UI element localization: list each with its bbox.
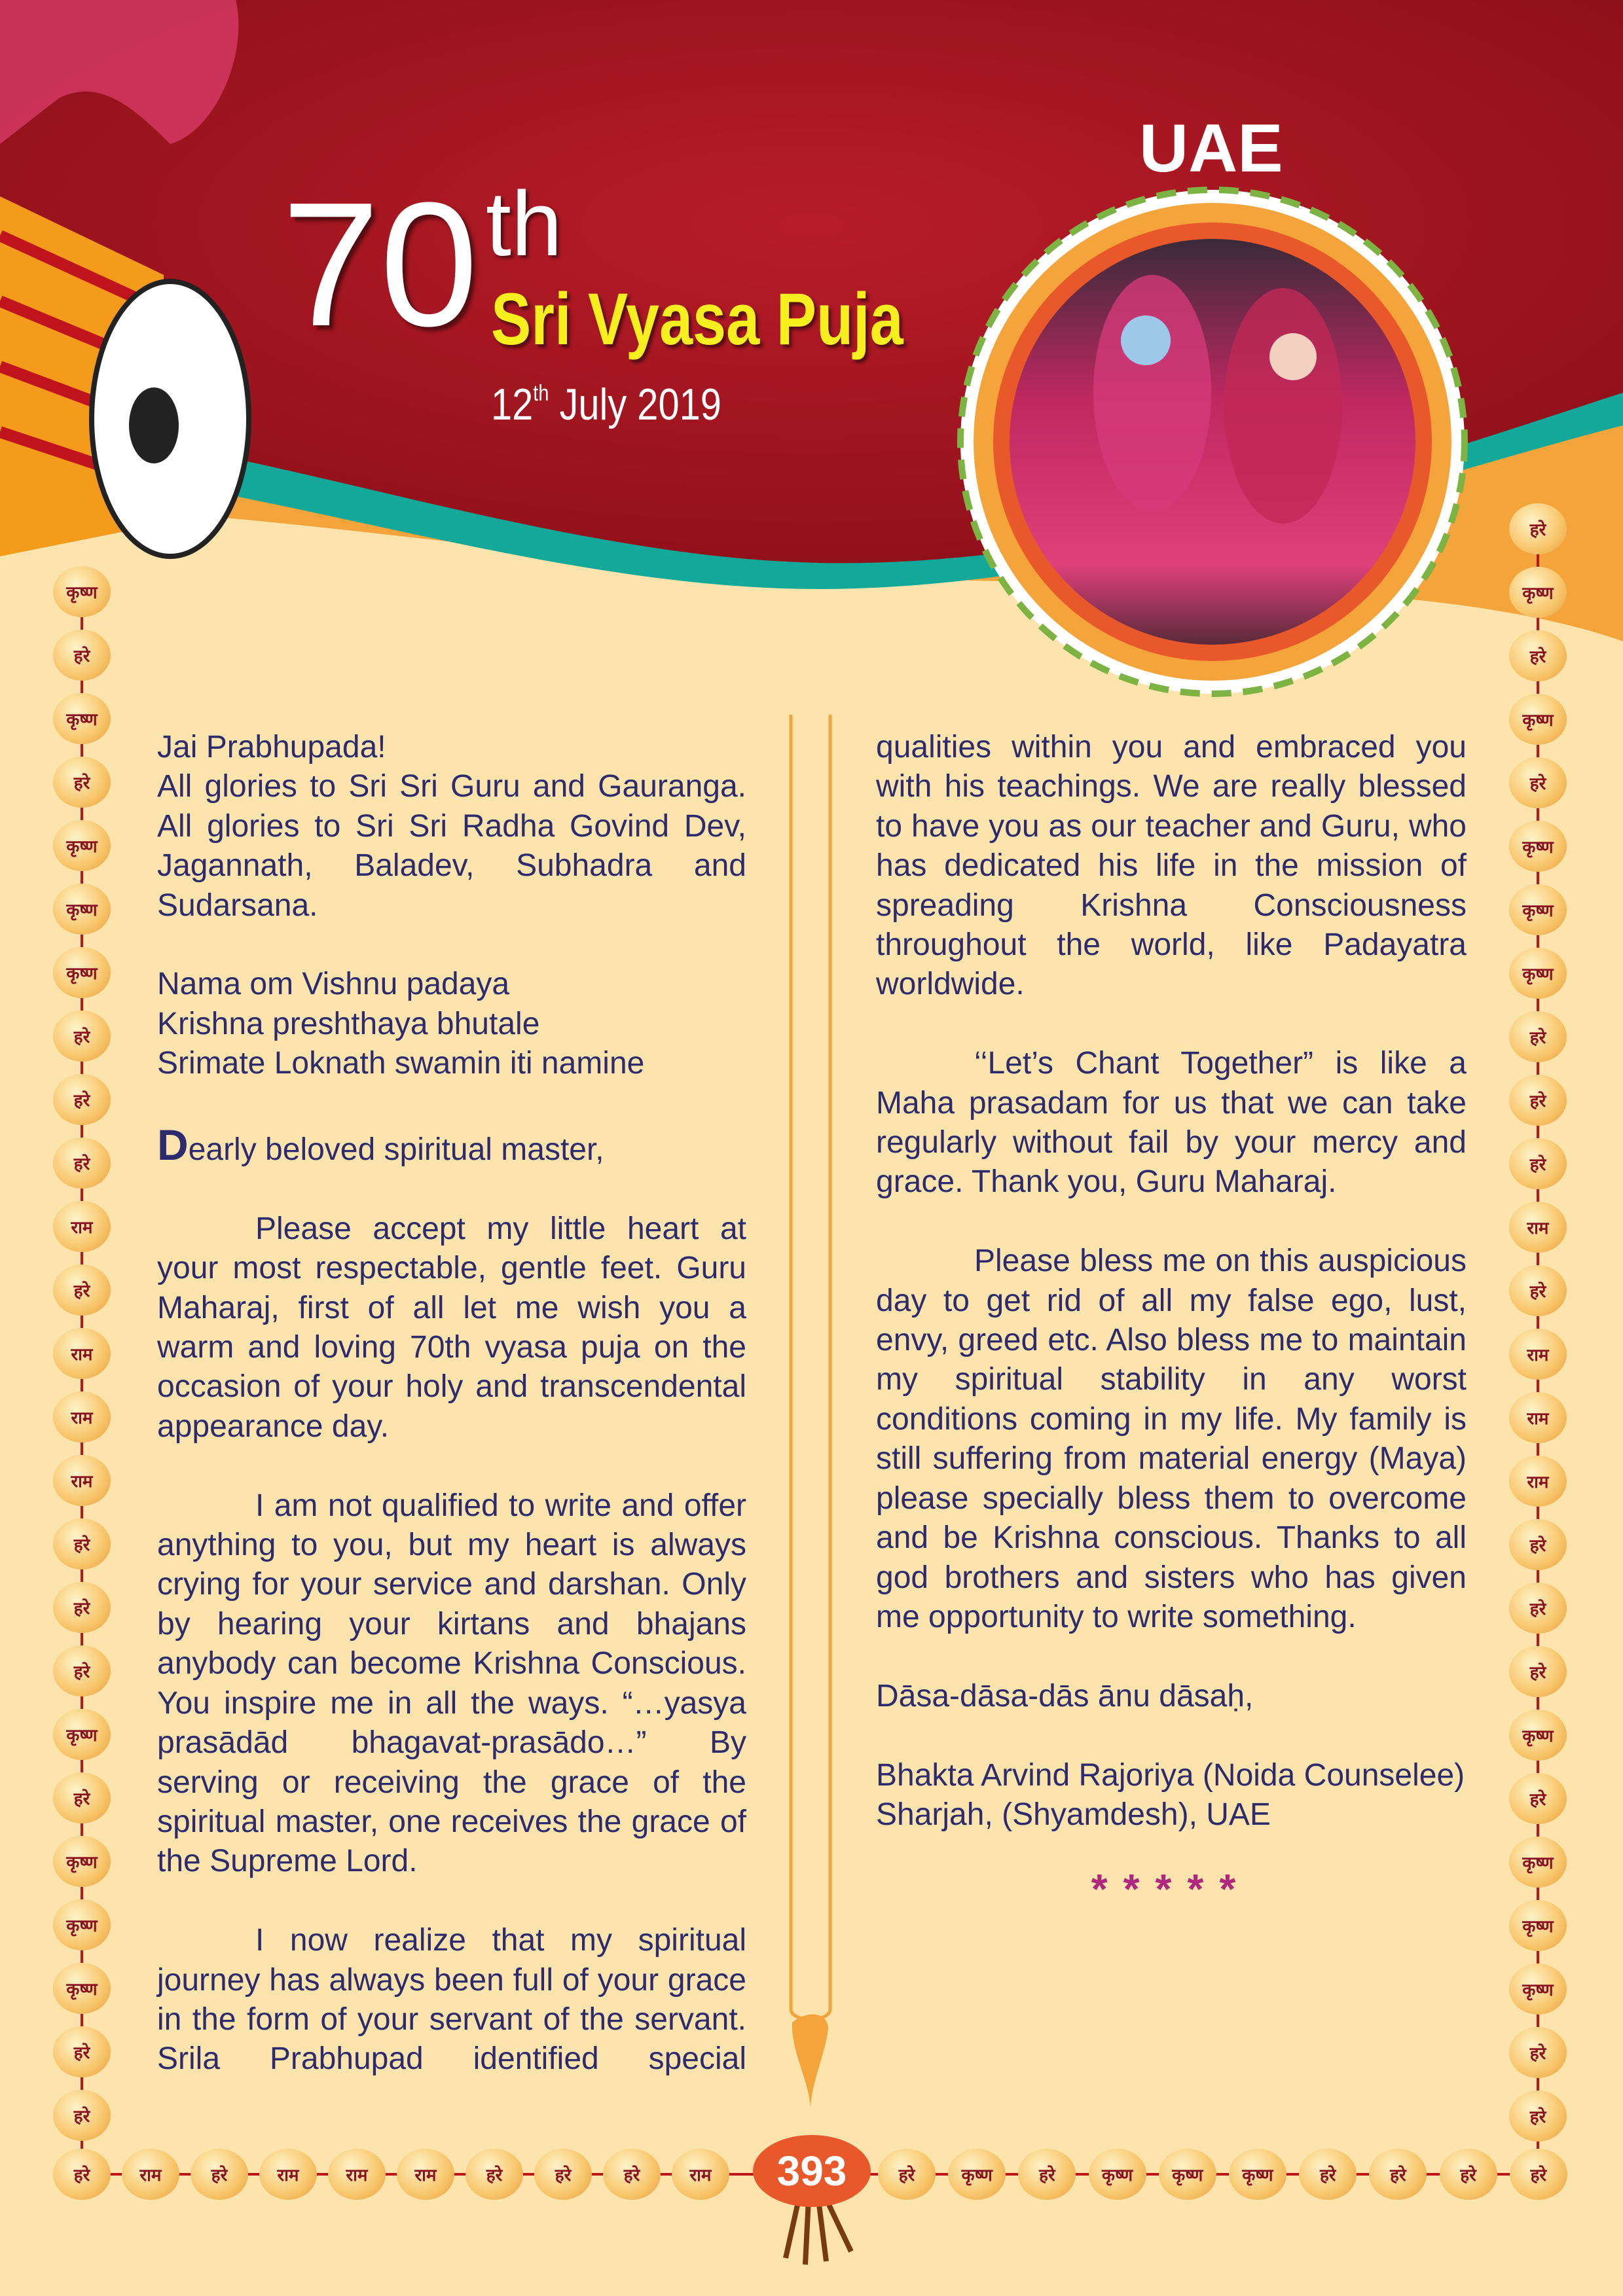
signature-location: Sharjah, (Shyamdesh), UAE	[876, 1797, 1271, 1832]
bead: हरे	[1018, 2149, 1076, 2200]
bead: हरे	[1440, 2149, 1497, 2200]
bead: राम	[672, 2149, 729, 2200]
paragraph: qualities within you and embraced you with his teachings. We are really blessed to have you as our teacher and Guru, who has dedicated his life in the mission of spreading Krishna Consciousness throughout the world, like Padayatra worldwide.	[876, 730, 1467, 1002]
bead: हरे	[1509, 1519, 1567, 1570]
greeting: Jai Prabhupada!	[157, 730, 386, 764]
bead: हरे	[1509, 1773, 1567, 1824]
bead: हरे	[53, 1074, 111, 1125]
left-column	[157, 728, 746, 2079]
bead: कृष्ण	[53, 1963, 111, 2014]
bead: राम	[259, 2149, 317, 2200]
bead: हरे	[1509, 1075, 1567, 1126]
bead: हरे	[53, 630, 111, 681]
anniversary-number: 70	[282, 166, 479, 363]
bead: हरे	[53, 1011, 111, 1062]
bead: हरे	[603, 2149, 661, 2200]
bead: राम	[53, 1201, 111, 1252]
paragraph: I now realize that my spiritual journey has always been full of your grace in the form of your servant of the servant. Srila Prabhupad identified special	[157, 1923, 746, 2077]
bead: हरे	[534, 2149, 592, 2200]
bead: राम	[53, 1391, 111, 1443]
bead: कृष्ण	[948, 2149, 1006, 2200]
bead: हरे	[53, 757, 111, 808]
bead: हरे	[53, 1582, 111, 1633]
bead: हरे	[1509, 1265, 1567, 1316]
bead: राम	[1509, 1202, 1567, 1253]
date-rest: July 2019	[549, 380, 721, 429]
bead: कृष्ण	[53, 1709, 111, 1760]
bead: कृष्ण	[53, 566, 111, 617]
salutation	[157, 1123, 746, 1170]
bead: हरे	[878, 2149, 936, 2200]
paragraph: Please bless me on this auspicious day to get rid of all my false ego, lust, envy, greed etc. Also bless me to maintain my spiritual stability in any worst conditions coming in my life. My family is still suffering from material energy (Maya) please specially bless them to overcome and be Krishna conscious. Thanks to all god brothers and sisters who has given me opportunity to write something.	[876, 1244, 1467, 1634]
bead: राम	[1509, 1329, 1567, 1380]
bead: हरे	[53, 2090, 111, 2141]
date-day: 12	[491, 380, 534, 429]
bead: कृष्ण	[1509, 821, 1567, 872]
bead: राम	[1509, 1456, 1567, 1507]
bead: हरे	[465, 2149, 523, 2200]
drop-cap: D	[157, 1121, 189, 1170]
bead: हरे	[1509, 1646, 1567, 1697]
bead: कृष्ण	[53, 947, 111, 998]
bead: हरे	[191, 2149, 248, 2200]
bead: राम	[397, 2149, 454, 2200]
mantra-line: Nama om Vishnu padaya	[157, 967, 510, 1002]
bead: हरे	[1509, 2090, 1567, 2142]
paragraph: Please accept my little heart at your most respectable, gentle feet. Guru Maharaj, first of all let me wish you a warm and loving 70th vyasa puja on the occasion of your holy and transcendental appearance day.	[157, 1211, 746, 1444]
bead: कृष्ण	[1159, 2149, 1216, 2200]
bead: हरे	[53, 1518, 111, 1570]
bead: हरे	[53, 1265, 111, 1316]
bead: राम	[122, 2149, 179, 2200]
column-divider	[791, 715, 830, 2108]
bead: हरे	[1299, 2149, 1357, 2200]
bead: कृष्ण	[1509, 948, 1567, 999]
bead: कृष्ण	[1509, 884, 1567, 935]
bead: कृष्ण	[1089, 2149, 1146, 2200]
bead: कृष्ण	[53, 1899, 111, 1950]
closing: Dāsa-dāsa-dās ānu dāsaḥ,	[876, 1678, 1254, 1713]
stars-divider: *****	[1091, 1865, 1252, 1912]
bead: कृष्ण	[1509, 1837, 1567, 1888]
bead: कृष्ण	[53, 820, 111, 871]
mantra-line: Srimate Loknath swamin iti namine	[157, 1046, 645, 1081]
bead: राम	[53, 1455, 111, 1506]
page-number: 393	[753, 2135, 871, 2207]
glories: All glories to Sri Sri Guru and Gauranga. All glories to Sri Sri Radha Govind Dev, Jagannath, Baladev, Subhadra and Sudarsana.	[157, 769, 746, 923]
bead: राम	[1509, 1392, 1567, 1443]
bead: हरे	[53, 2149, 111, 2200]
bead: हरे	[1509, 503, 1567, 554]
bead: हरे	[1509, 630, 1567, 681]
bead: कृष्ण	[53, 693, 111, 744]
salutation-text: early beloved spiritual master,	[188, 1132, 604, 1168]
bead: हरे	[1369, 2149, 1427, 2200]
bead: हरे	[53, 2026, 111, 2077]
country-label: UAE	[1139, 111, 1283, 187]
bead: हरे	[1509, 1011, 1567, 1062]
bead: राम	[53, 1328, 111, 1379]
right-column	[876, 728, 1467, 1910]
bead: हरे	[53, 1138, 111, 1189]
bead: हरे	[53, 1645, 111, 1696]
event-date	[491, 382, 721, 427]
bead: हरे	[1510, 2149, 1567, 2200]
bead: कृष्ण	[53, 884, 111, 935]
signature-name: Bhakta Arvind Rajoriya (Noida Counselee)	[876, 1757, 1465, 1793]
bead: हरे	[1509, 757, 1567, 808]
bead: कृष्ण	[53, 1836, 111, 1887]
event-title: Sri Vyasa Puja	[491, 278, 903, 360]
bead: कृष्ण	[1509, 567, 1567, 618]
bead: हरे	[53, 1772, 111, 1823]
bead: कृष्ण	[1509, 1964, 1567, 2015]
paragraph: I am not qualified to write and offer anything to you, but my heart is always crying for your service and darshan. Only by hearing your kirtans and bhajans anybody can become Krishna Conscious. You inspire me in all the ways. “…yasya prasādād bhagavat-prasādo…” By serving or receiving the grace of the spiritual master, one receives the grace of the Supreme Lord.	[157, 1488, 746, 1879]
bead: कृष्ण	[1509, 1710, 1567, 1761]
anniversary-ordinal: th	[486, 172, 562, 275]
bead: हरे	[1509, 1138, 1567, 1189]
bead: कृष्ण	[1229, 2149, 1286, 2200]
deity-picture	[960, 190, 1465, 694]
bead: कृष्ण	[1509, 1900, 1567, 1951]
bead: कृष्ण	[1509, 694, 1567, 745]
paragraph: ‘‘Let’s Chant Together” is like a Maha prasadam for us that we can take regularly without fail by your mercy and grace. Thank you, Guru Maharaj.	[876, 1046, 1467, 1200]
mantra-line: Krishna preshthaya bhutale	[157, 1006, 540, 1041]
date-ordinal: th	[533, 381, 549, 406]
bead: हरे	[1509, 1583, 1567, 1634]
bead: राम	[328, 2149, 386, 2200]
bead: हरे	[1509, 2027, 1567, 2078]
